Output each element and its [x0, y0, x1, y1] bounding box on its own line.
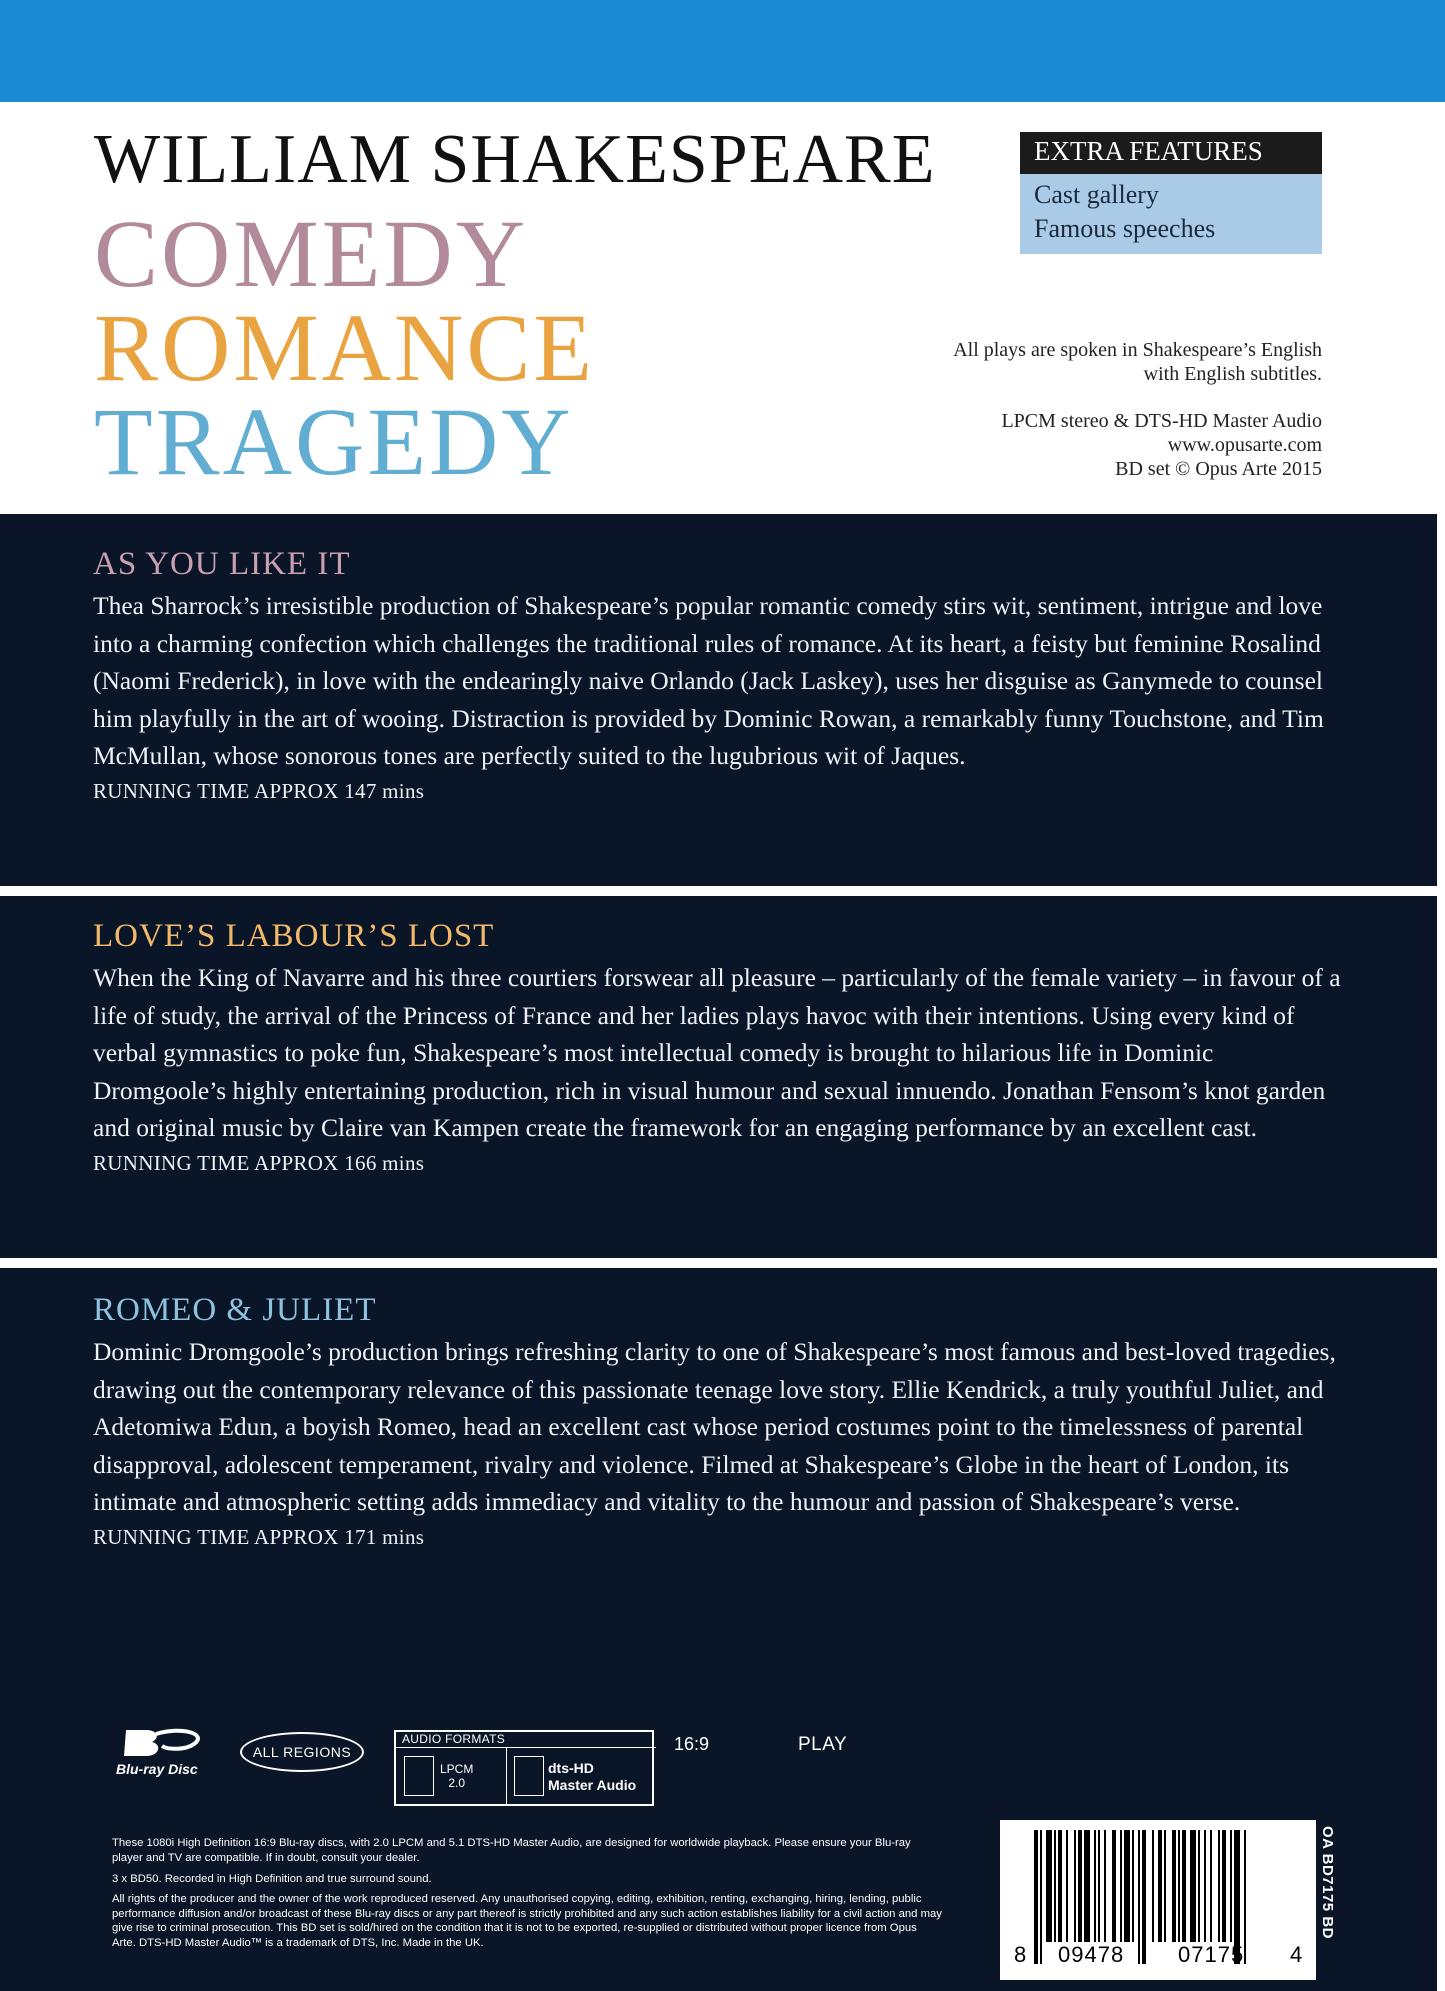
barcode-bar — [1040, 1830, 1042, 1964]
barcode-bar — [1104, 1830, 1106, 1942]
barcode-bar — [1204, 1830, 1206, 1942]
product-info — [1001, 409, 1322, 481]
barcode-bar — [1094, 1830, 1096, 1942]
extra-features-box — [1020, 132, 1322, 254]
play-title: AS YOU LIKE IT — [93, 546, 351, 582]
dts-line: dts-HD — [548, 1760, 594, 1776]
barcode-bar — [1210, 1830, 1212, 1942]
barcode-bar — [1230, 1830, 1232, 1942]
barcode-bar — [1198, 1830, 1200, 1942]
play-romeo-and-juliet — [93, 1292, 1343, 1550]
website-link[interactable]: www.opusarte.com — [1167, 434, 1322, 456]
bluray-disc-icon — [112, 1724, 212, 1780]
all-regions-badge: ALL REGIONS — [240, 1732, 364, 1772]
play-label: PLAY — [798, 1734, 848, 1755]
audio-formats-box — [394, 1730, 654, 1806]
bluray-logo — [112, 1724, 212, 1780]
barcode-bar — [1142, 1830, 1146, 1964]
catalog-number-text: OA BD7175 BD — [1319, 1826, 1336, 1939]
barcode-bar — [1078, 1830, 1082, 1942]
audio-info: LPCM stereo & DTS-HD Master Audio — [1001, 410, 1322, 432]
dts-line: Master Audio — [548, 1777, 637, 1793]
running-time: RUNNING TIME APPROX 166 mins — [93, 1150, 425, 1175]
right-edge — [1437, 102, 1445, 1991]
barcode-bar — [1074, 1830, 1076, 1942]
dts-icon — [514, 1756, 544, 1796]
running-time: RUNNING TIME APPROX 171 mins — [93, 1524, 425, 1549]
top-color-bar — [0, 0, 1445, 102]
barcode-bar — [1182, 1830, 1186, 1942]
barcode-digit-first: 8 — [1014, 1942, 1028, 1967]
extra-features-list — [1020, 174, 1322, 254]
barcode-bar — [1158, 1830, 1162, 1942]
barcode-bar — [1164, 1830, 1166, 1942]
barcode-bar — [1152, 1830, 1154, 1942]
barcode-bar — [1172, 1830, 1176, 1942]
barcode — [1000, 1820, 1316, 1980]
catalog-number — [1314, 1826, 1342, 1986]
copyright-line: BD set © Opus Arte 2015 — [1115, 458, 1322, 480]
language-line: with English subtitles. — [1143, 363, 1322, 385]
lpcm-channels: 2.0 — [448, 1776, 466, 1790]
barcode-bar — [1244, 1830, 1246, 1964]
play-loves-labours-lost — [93, 918, 1343, 1176]
barcode-bar — [1034, 1830, 1038, 1964]
barcode-bar — [1112, 1830, 1116, 1942]
audio-formats-label: AUDIO FORMATS — [402, 1732, 506, 1746]
disc-notice: 3 x BD50. Recorded in High Definition and true surround sound. — [112, 1873, 432, 1885]
play-title: LOVE’S LABOUR’S LOST — [93, 918, 495, 954]
lpcm-line: LPCM — [440, 1762, 474, 1776]
aspect-ratio: 16:9 — [674, 1734, 710, 1754]
barcode-bar — [1066, 1830, 1068, 1942]
barcode-bar — [1098, 1830, 1100, 1942]
genre-tragedy: TRAGEDY — [94, 388, 574, 495]
barcode-bars — [1000, 1820, 1316, 1980]
play-as-you-like-it — [93, 546, 1343, 804]
barcode-bar — [1138, 1830, 1140, 1964]
barcode-bar — [1178, 1830, 1180, 1942]
barcode-bar — [1190, 1830, 1196, 1942]
play-description: Dominic Dromgoole’s production brings refreshing clarity to one of Shakespeare’s most famous and best-loved tragedies, drawing out the contemporary relevance of this passionate teenage love story. Ellie Kendrick, a truly youthful Juliet, and Adetomiwa Edun, a boyish Romeo, head an excellent cast whose period costumes point to the timelessness of parental disapproval, adolescent temperament, rivalry and violence. Filmed at Shakespeare’s Globe in the heart of London, its intimate and atmospheric setting adds immediacy and vitality to the humour and passion of Shakespeare’s verse. — [93, 1337, 1336, 1516]
audio-formats-rule — [396, 1747, 656, 1748]
bluray-text: Blu-ray Disc — [116, 1761, 198, 1777]
lpcm-label — [440, 1762, 473, 1790]
play-title: ROMEO & JULIET — [93, 1292, 377, 1328]
running-time: RUNNING TIME APPROX 147 mins — [93, 778, 425, 803]
language-note — [953, 338, 1322, 386]
author-title: WILLIAM SHAKESPEARE — [94, 121, 936, 198]
barcode-bar — [1058, 1830, 1062, 1942]
section-divider — [0, 1258, 1437, 1268]
genre-comedy: COMEDY — [94, 200, 529, 307]
cover-header — [0, 102, 1437, 514]
barcode-bar — [1124, 1830, 1130, 1942]
barcode-bar — [1046, 1830, 1052, 1942]
playback-notice: These 1080i High Definition 16:9 Blu-ray discs, with 2.0 LPCM and 5.1 DTS-HD Master Audio, are designed for worldwide playback. Please ensure your Blu-ray player and TV are compatible. If in doubt, consult your dealer. — [112, 1837, 911, 1864]
format-logos — [0, 1720, 1437, 1810]
section-divider — [0, 886, 1437, 896]
barcode-digit-last: 4 — [1290, 1942, 1304, 1967]
lpcm-icon — [404, 1756, 434, 1796]
extra-features-heading: EXTRA FEATURES — [1020, 132, 1322, 174]
dts-label — [548, 1760, 636, 1794]
extra-feature-item: Famous speeches — [1034, 214, 1216, 243]
genre-romance: ROMANCE — [94, 294, 596, 401]
barcode-bar — [1218, 1830, 1220, 1942]
language-line: All plays are spoken in Shakespeare’s English — [953, 339, 1322, 361]
rights-notice: All rights of the producer and the owner of the work reproduced reserved. Any unauthorised copying, editing, exhibition, renting, exchanging, hiring, lending, public performance diffusion and/or broadcast of these Blu-ray discs or any part thereof is strictly prohibited and any such action establishes liability for a civil action and may give rise to criminal prosecution. This BD set is sold/hired on the condition that it is not to be exported, re-supplied or distributed without proper licence from Opus Arte. DTS-HD Master Audio™ is a trademark of DTS, Inc. Made in the UK. — [112, 1893, 942, 1949]
extra-feature-item: Cast gallery — [1034, 180, 1159, 209]
barcode-bar — [1120, 1830, 1122, 1942]
barcode-group-1: 09478 — [1058, 1942, 1125, 1967]
play-description: Thea Sharrock’s irresistible production of Shakespeare’s popular romantic comedy stirs wit, sentiment, intrigue and love into a charming confection which challenges the traditional rules of romance. At its heart, a feisty but feminine Rosalind (Naomi Frederick), in love with the endearingly naive Orlando (Jack Laskey), uses her disguise as Ganymede to counsel him playfully in the art of wooing. Distraction is provided by Dominic Rowan, a remarkably funny Touchstone, and Tim McMullan, whose sonorous tones are perfectly suited to the lugubrious wit of Jaques. — [93, 591, 1324, 770]
play-description: When the King of Navarre and his three courtiers forswear all pleasure – particularly of the female variety – in favour of a life of study, the arrival of the Princess of France and her ladies plays havoc with their intentions. Using every kind of verbal gymnastics to poke fun, Shakespeare’s most intellectual comedy is brought to hilarious life in Dominic Dromgoole’s highly entertaining production, rich in visual humour and sexual innuendo. Jonathan Fensom’s knot garden and original music by Claire van Kampen create the framework for an engaging performance by an excellent cast. — [93, 963, 1341, 1142]
barcode-bar — [1054, 1830, 1056, 1942]
barcode-group-2: 07175 — [1178, 1942, 1245, 1967]
barcode-bar — [1132, 1830, 1134, 1942]
barcode-bar — [1084, 1830, 1090, 1942]
audio-formats-divider — [506, 1747, 507, 1804]
barcode-bar — [1222, 1830, 1226, 1942]
